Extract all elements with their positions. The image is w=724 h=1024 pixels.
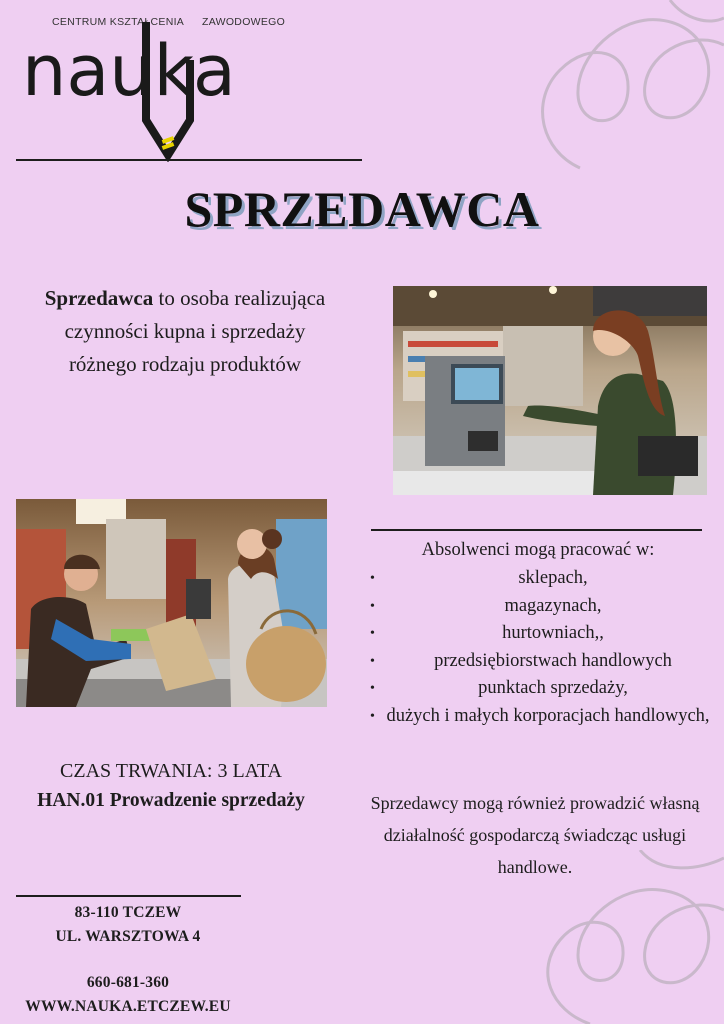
- checkout-photo: [16, 499, 327, 707]
- list-item: • punktach sprzedaży,: [370, 678, 628, 698]
- intro-rest: to osoba realizująca czynności kupna i sprzedaży różnego rodzaju produktów: [64, 286, 326, 376]
- list-item: • magazynach,: [370, 595, 602, 616]
- cashier-photo: [393, 286, 707, 495]
- graduates-list: [356, 565, 720, 730]
- intro-text: [30, 282, 340, 381]
- list-item: • przedsiębiorstwach handlowych: [370, 650, 672, 671]
- qualification-text: HAN.01 Prowadzenie sprzedaży: [37, 790, 305, 811]
- graduates-heading: Absolwenci mogą pracować w:: [421, 540, 655, 560]
- logo-pen-icon: [138, 20, 198, 162]
- address-postal: 83-110 TCZEW: [74, 904, 182, 921]
- duration-text: CZAS TRWANIA: 3 LATA: [60, 760, 282, 782]
- graduates-divider: [371, 529, 702, 531]
- list-item: • dużych i małych korporacjach handlowych,: [370, 705, 710, 726]
- phone-number: 660-681-360: [86, 974, 170, 991]
- logo-wordmark: nauka: [22, 30, 236, 112]
- list-item: • sklepach,: [370, 568, 588, 588]
- list-item: • hurtowniach,,: [370, 623, 604, 643]
- logo-text-left: CENTRUM KSZTAŁCENIA: [52, 16, 185, 28]
- decorative-swirl-top: [520, 0, 724, 175]
- logo-text-right: ZAWODOWEGO: [202, 16, 286, 28]
- page-title: SPRZEDAWCA: [184, 181, 540, 237]
- address-street: UL. WARSZTOWA 4: [55, 928, 201, 945]
- intro-bold: Sprzedawca: [44, 286, 154, 310]
- website-link[interactable]: WWW.NAUKA.ETCZEW.EU: [25, 998, 231, 1015]
- contact-divider: [16, 895, 241, 897]
- extra-info: Sprzedawcy mogą również prowadzić własną działalność gospodarczą świadcząc usługi handlowe.: [370, 793, 700, 877]
- logo-underline: [16, 159, 362, 161]
